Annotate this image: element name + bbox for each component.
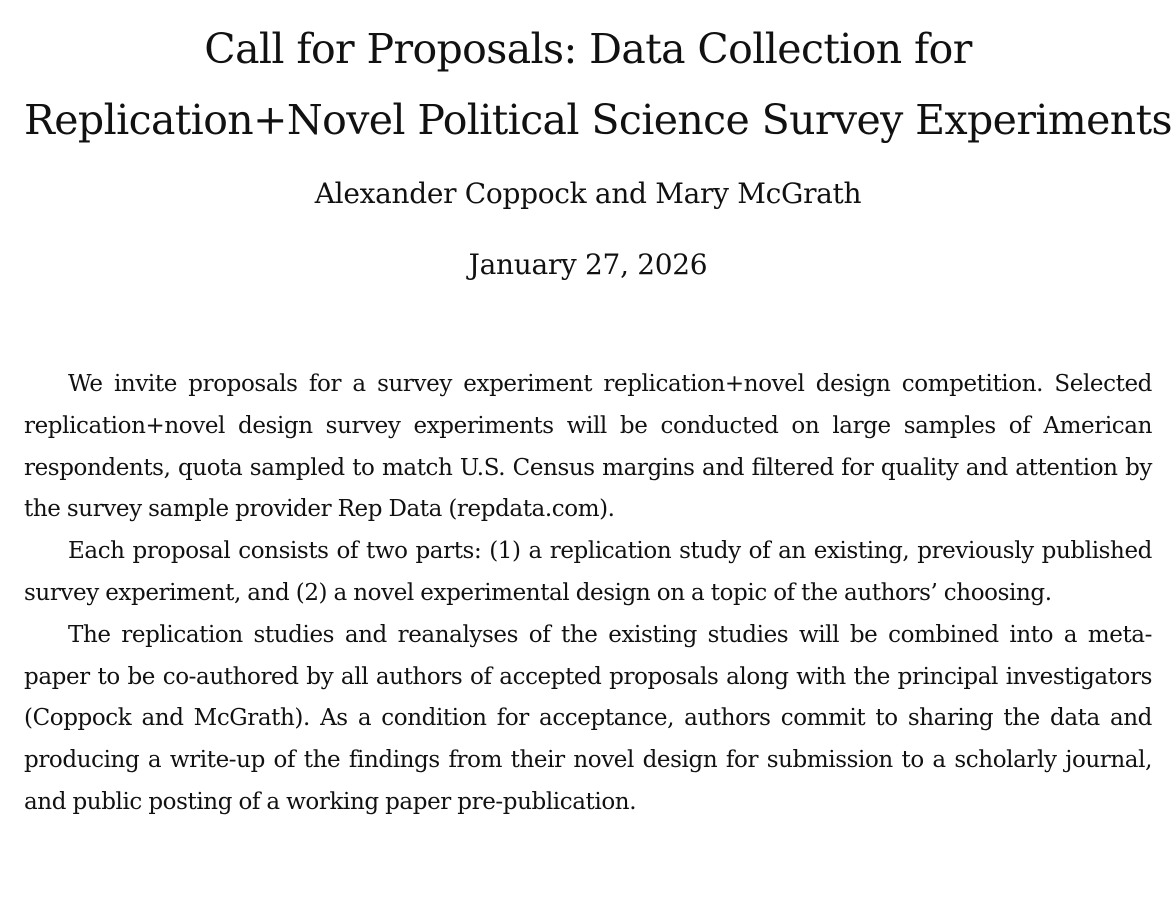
paragraph-meta-paper: The replication studies and reanalyses of the existing studies will be combined into a meta-paper to be co-authored by all authors of accepted proposals along with the principal investigators (Coppock and McGrath). As a condition for acceptance, authors commit to sharing the data and producing a write-up of the findings from their novel design for submission to a scholarly journal, and public posting of a working paper pre-publication. bbox=[24, 621, 1152, 815]
paragraph-proposal-parts: Each proposal consists of two parts: (1) a replication study of an existing, previously published survey experiment, and (2) a novel experimental design on a topic of the authors’ choosing. bbox=[24, 538, 1152, 606]
publication-date: January 27, 2026 bbox=[468, 248, 708, 281]
document-title bbox=[24, 14, 1172, 156]
title-line-1: Call for Proposals: Data Collection for bbox=[204, 25, 972, 73]
paragraph-invitation: We invite proposals for a survey experiment replication+novel design competition. Selected replication+novel design survey experiments will be conducted on large samples of American respondents, quota sampled to match U.S. Census margins and filtered for quality and attention by the survey sample provider Rep Data (repdata.com). bbox=[24, 371, 1152, 523]
document-body bbox=[24, 364, 1152, 824]
document-page bbox=[0, 14, 1176, 910]
title-line-2: Replication+Novel Political Science Survey Experiments bbox=[24, 96, 1172, 144]
author-list: Alexander Coppock and Mary McGrath bbox=[314, 177, 862, 210]
